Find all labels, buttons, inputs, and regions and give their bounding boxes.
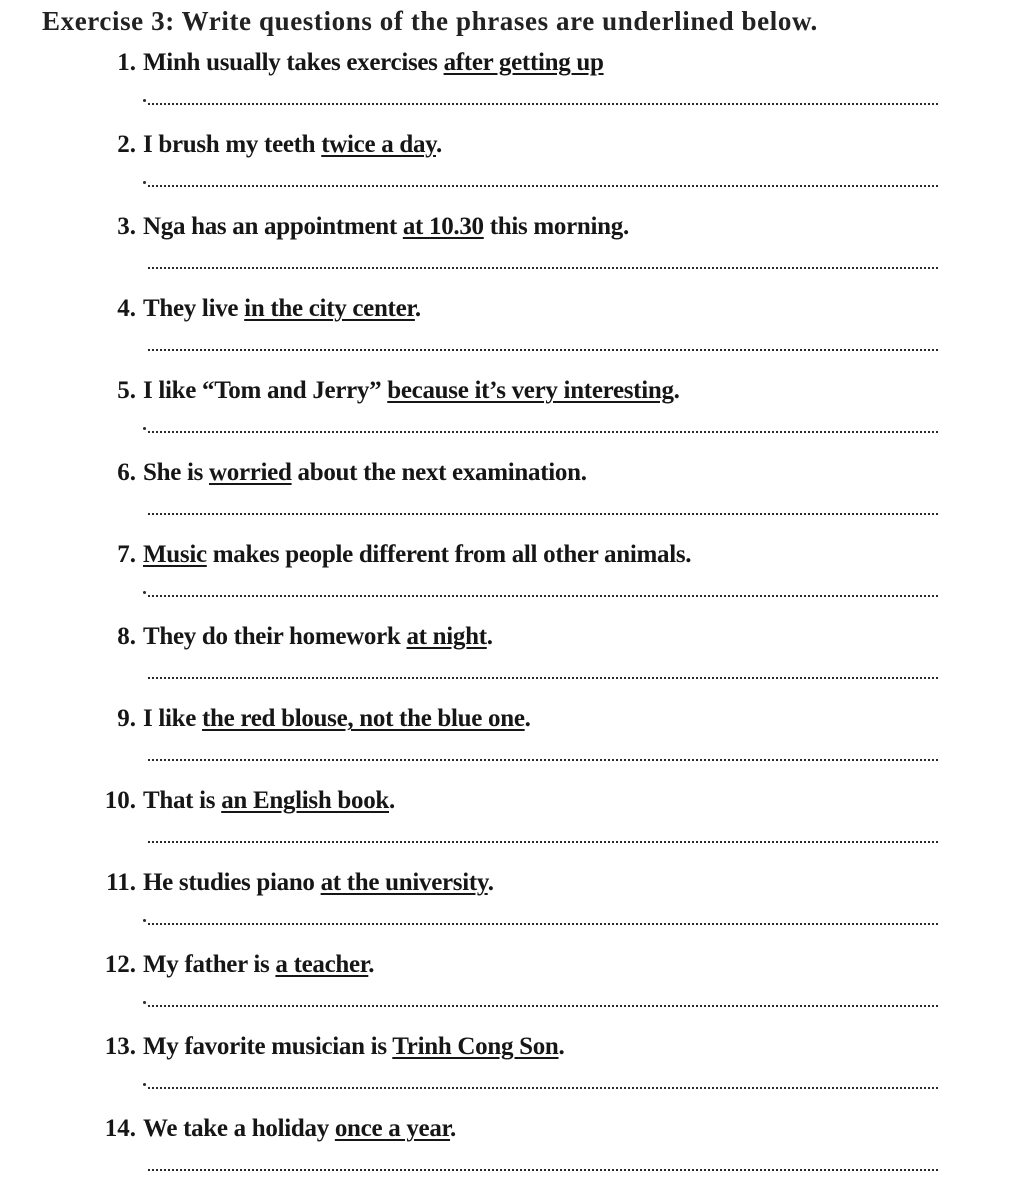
item-sentence: [143, 459, 587, 487]
item-sentence: [143, 1033, 564, 1061]
sentence-text-after: .: [389, 787, 395, 814]
answer-line-lead-dot: [143, 919, 146, 922]
sentence-text-after: .: [368, 951, 375, 978]
item-sentence: [143, 377, 680, 405]
underlined-phrase: an English book: [221, 787, 390, 814]
item-number: 12.: [104, 951, 136, 978]
item-number: 2.: [117, 131, 136, 158]
item-sentence: [143, 295, 421, 323]
item-number: 10.: [104, 787, 136, 814]
exercise-item-12: [0, 951, 1024, 1033]
sentence-text-after: .: [414, 295, 421, 322]
answer-line[interactable]: [148, 1169, 938, 1171]
underlined-phrase: because it’s very interesting: [387, 377, 674, 404]
answer-line[interactable]: [148, 1087, 938, 1089]
sentence-text-after: .: [558, 1033, 565, 1060]
exercise-item-2: [0, 131, 1024, 213]
sentence-text-before: I like “Tom and Jerry”: [143, 377, 388, 404]
sentence-text-before: He studies piano: [143, 869, 321, 896]
sentence-text-before: I like: [143, 705, 203, 732]
exercise-item-7: [0, 541, 1024, 623]
sentence-text-after: .: [524, 705, 531, 732]
item-sentence: [143, 213, 629, 241]
exercise-item-8: [0, 623, 1024, 705]
exercise-title: Exercise 3: Write questions of the phrases are underlined below.: [42, 6, 818, 36]
answer-line[interactable]: [148, 431, 938, 433]
exercise-item-4: [0, 295, 1024, 377]
answer-line[interactable]: [148, 677, 938, 679]
item-number: 4.: [117, 295, 136, 322]
sentence-text-before: They live: [143, 295, 245, 322]
underlined-phrase: once a year: [334, 1115, 451, 1142]
answer-line-lead-dot: [143, 99, 146, 102]
sentence-text-after: makes people different from all other animals.: [206, 541, 692, 568]
item-number: 3.: [117, 213, 136, 240]
item-sentence: [143, 49, 604, 77]
item-number: 14.: [104, 1115, 136, 1142]
underlined-phrase: a teacher: [275, 951, 369, 978]
sentence-text-before: My favorite musician is: [143, 1033, 393, 1060]
answer-line[interactable]: [148, 103, 938, 105]
item-number: 8.: [117, 623, 136, 650]
item-sentence: [143, 541, 691, 569]
answer-line[interactable]: [148, 595, 938, 597]
answer-line[interactable]: [148, 513, 938, 515]
underlined-phrase: twice a day: [321, 131, 436, 158]
underlined-phrase: at 10.30: [402, 213, 484, 240]
exercise-item-14: [0, 1115, 1024, 1197]
exercise-item-5: [0, 377, 1024, 459]
answer-line-lead-dot: [143, 427, 146, 430]
item-number: 13.: [104, 1033, 136, 1060]
underlined-phrase: at the university: [320, 869, 488, 896]
answer-line-lead-dot: [143, 591, 146, 594]
underlined-phrase: Music: [143, 541, 207, 568]
exercise-item-11: [0, 869, 1024, 951]
sentence-text-after: about the next examination.: [291, 459, 587, 486]
sentence-text-before: Minh usually takes exercises: [143, 49, 444, 76]
underlined-phrase: Trinh Cong Son: [392, 1033, 559, 1060]
exercise-item-9: [0, 705, 1024, 787]
item-number: 9.: [117, 705, 136, 732]
sentence-text-before: That is: [143, 787, 222, 814]
exercise-item-10: [0, 787, 1024, 869]
underlined-phrase: in the city center: [244, 295, 415, 322]
item-number: 1.: [117, 49, 136, 76]
item-sentence: [143, 623, 493, 651]
answer-line[interactable]: [148, 841, 938, 843]
sentence-text-before: We take a holiday: [143, 1115, 335, 1142]
item-sentence: [143, 705, 531, 733]
underlined-phrase: after getting up: [443, 49, 604, 76]
item-sentence: [143, 131, 442, 159]
answer-line-lead-dot: [143, 181, 146, 184]
answer-line[interactable]: [148, 759, 938, 761]
underlined-phrase: at night: [406, 623, 487, 650]
item-number: 11.: [106, 869, 136, 896]
exercise-item-1: [0, 49, 1024, 131]
sentence-text-after: .: [436, 131, 442, 158]
sentence-text-after: this morning.: [483, 213, 629, 240]
sentence-text-after: .: [673, 377, 680, 404]
exercise-list: [0, 49, 1024, 1197]
answer-line[interactable]: [148, 349, 938, 351]
item-number: 6.: [117, 459, 136, 486]
item-sentence: [143, 1115, 456, 1143]
underlined-phrase: worried: [208, 459, 292, 486]
exercise-item-13: [0, 1033, 1024, 1115]
answer-line-lead-dot: [143, 1001, 146, 1004]
exercise-item-6: [0, 459, 1024, 541]
exercise-item-3: [0, 213, 1024, 295]
sentence-text-after: .: [450, 1115, 456, 1142]
sentence-text-before: They do their homework: [143, 623, 407, 650]
item-number: 5.: [117, 377, 136, 404]
sentence-text-before: My father is: [143, 951, 276, 978]
item-number: 7.: [117, 541, 136, 568]
sentence-text-after: .: [487, 869, 494, 896]
sentence-text-after: .: [486, 623, 493, 650]
item-sentence: [143, 787, 395, 815]
sentence-text-before: Nga has an appointment: [143, 213, 403, 240]
answer-line[interactable]: [148, 923, 938, 925]
sentence-text-before: I brush my teeth: [143, 131, 322, 158]
answer-line[interactable]: [148, 267, 938, 269]
underlined-phrase: the red blouse, not the blue one: [202, 705, 525, 732]
answer-line-lead-dot: [143, 1083, 146, 1086]
answer-line[interactable]: [148, 185, 938, 187]
sentence-text-before: She is: [143, 459, 209, 486]
item-sentence: [143, 869, 494, 897]
item-sentence: [143, 951, 374, 979]
answer-line[interactable]: [148, 1005, 938, 1007]
